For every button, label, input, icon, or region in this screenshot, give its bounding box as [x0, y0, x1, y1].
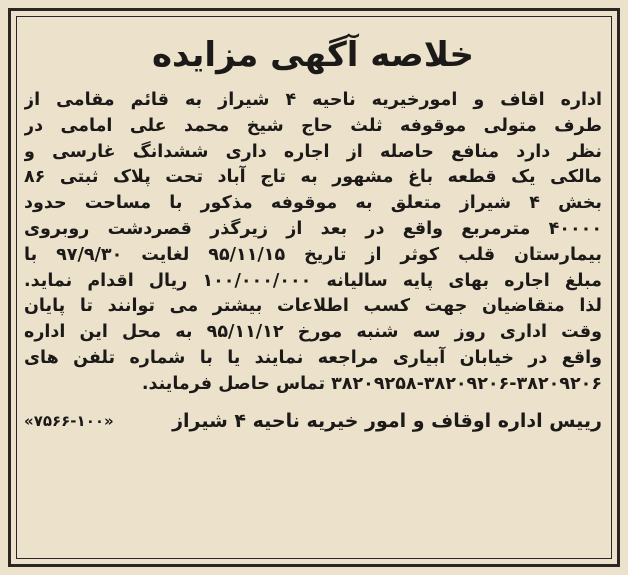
notice-body — [24, 88, 602, 398]
signature: رییس اداره اوقاف و امور خیریه ناحیه ۴ شیراز — [172, 409, 602, 432]
body-line: ۴۰۰۰۰ مترمربع واقع در بعد از زیرگذر قصردشت روبروی — [24, 218, 602, 239]
body-line: بخش ۴ شیراز متعلق به موقوفه مذکور با مساحت حدود — [24, 193, 602, 214]
body-line: طرف متولی موقوفه ثلث حاج شیخ محمد علی امامی در — [24, 115, 602, 136]
body-line: اداره اقاف و امورخیریه ناحیه ۴ شیراز به قائم مقامی از — [24, 90, 602, 110]
body-line: مبلغ اجاره بهای پایه سالیانه ۱۰۰/۰۰۰/۰۰۰ ریال اقدام نماید. — [24, 270, 602, 291]
body-line: مالکی یک قطعه باغ مشهور به تاج آباد تحت پلاک ثبتی ۸۶ — [24, 167, 602, 188]
notice-content — [24, 22, 602, 550]
body-line: لذا متقاضیان جهت کسب اطلاعات بیشتر می توانند تا پایان — [24, 296, 602, 317]
body-line: وقت اداری روز سه شنبه مورخ ۹۵/۱۱/۱۲ به محل این اداره — [24, 322, 602, 343]
body-line: بیمارستان قلب کوثر از تاریخ ۹۵/۱۱/۱۵ لغایت ۹۷/۹/۳۰ با — [24, 244, 602, 265]
ad-code: «۷۵۶۶-۱۰۰» — [24, 411, 114, 430]
body-line: نظر دارد منافع حاصله از اجاره داری ششدانگ غارسی و — [24, 141, 602, 162]
body-line: ۳۸۲۰۹۲۵۸-۳۸۲۰۹۲۰۶-۳۸۲۰۹۲۰۶ تماس حاصل فرمایند. — [141, 373, 602, 394]
signature-row — [24, 406, 602, 436]
body-line: واقع در خیابان آبیاری مراجعه نمایند یا با شماره تلفن های — [24, 347, 602, 368]
notice-title: خلاصه آگهی مزایده — [151, 35, 475, 75]
